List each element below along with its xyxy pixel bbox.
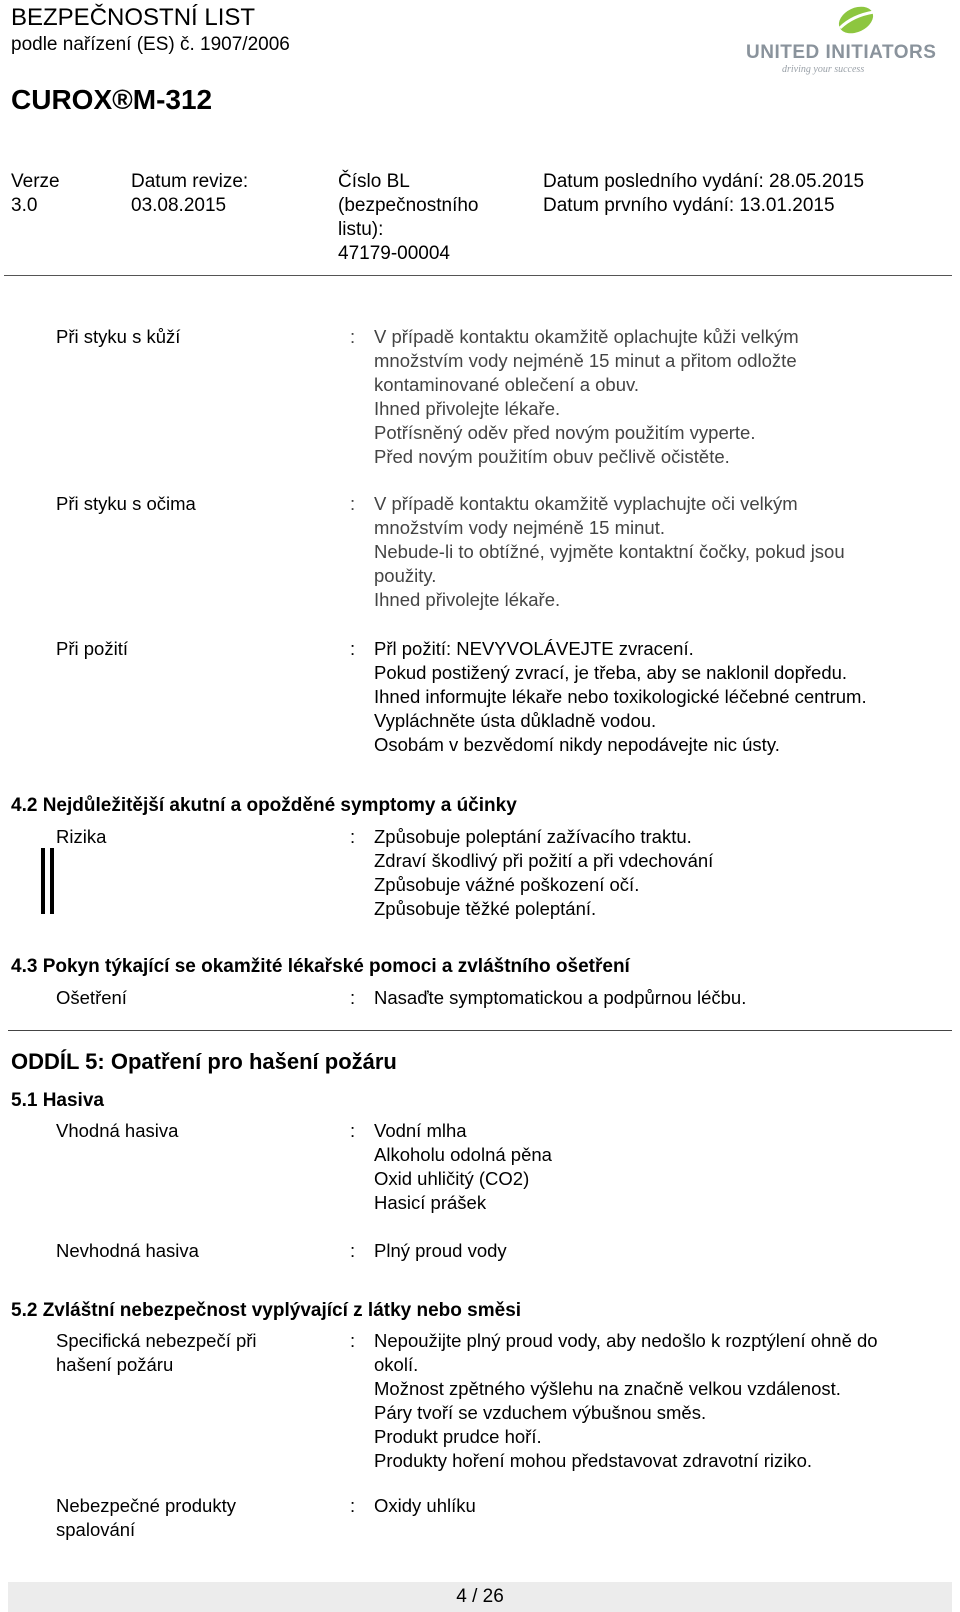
version-label: Verze: [11, 171, 60, 192]
leaf-logo-icon: [826, 6, 886, 42]
issue-dates-block: [543, 170, 864, 218]
section-4-3-heading: 4.3 Pokyn týkající se okamžité lékařské pomoci a zvláštního ošetření: [11, 956, 630, 977]
document-title: BEZPEČNOSTNÍ LIST: [11, 4, 256, 31]
section-5-1-heading: 5.1 Hasiva: [11, 1090, 104, 1111]
ingestion-label: Při požití: [56, 638, 128, 659]
revision-label: Datum revize:: [131, 171, 249, 192]
colon: :: [350, 826, 356, 847]
section-divider: [8, 1030, 952, 1031]
sds-number-label-2: (bezpečnostního: [338, 195, 479, 216]
skin-contact-text: V případě kontaktu okamžitě oplachujte kůži velkým množstvím vody nejméně 15 minut a přitom odložte kontaminované oblečení a obuv. Ihned přivolejte lékaře. Potřísněný oděv před novým použitím vyperte. Před novým použitím obuv pečlivě očistěte.: [374, 326, 799, 467]
sds-number-value: 47179-00004: [338, 243, 450, 264]
combustion-products-label: Nebezpečné produkty spalování: [56, 1495, 236, 1540]
colon: :: [350, 1120, 356, 1141]
specific-hazards-text: Nepoužijte plný proud vody, aby nedošlo k rozptýlení ohně do okolí. Možnost zpětného výšlehu na značně velkou vzdálenost. Páry tvoří se vzduchem výbušnou směs. Produkt prudce hoří. Produkty hoření mohou představovat zdravotní riziko.: [374, 1330, 878, 1471]
section-5-heading: ODDÍL 5: Opatření pro hašení požáru: [11, 1049, 397, 1074]
risks-text: Způsobuje poleptání zažívacího traktu. Zdraví škodlivý při požití a při vdechování Způsobuje vážné poškození očí. Způsobuje těžké poleptání.: [374, 826, 714, 919]
treatment-text: Nasaďte symptomatickou a podpůrnou léčbu.: [374, 987, 747, 1008]
section-5-2-heading: 5.2 Zvláštní nebezpečnost vyplývající z látky nebo směsi: [11, 1300, 522, 1321]
specific-hazards-label: Specifická nebezpečí při hašení požáru: [56, 1330, 257, 1375]
suitable-media-list: Vodní mlha Alkoholu odolná pěna Oxid uhličitý (CO2) Hasicí prášek: [374, 1120, 552, 1213]
combustion-products-text: Oxidy uhlíku: [374, 1495, 476, 1516]
eye-contact-text: V případě kontaktu okamžitě vyplachujte oči velkým množstvím vody nejméně 15 minut. Nebude-li to obtížné, vyjměte kontaktní čočky, pokud jsou použity. Ihned přivolejte lékaře.: [374, 493, 845, 610]
colon: :: [350, 1495, 356, 1516]
sds-number-label-1: Číslo BL: [338, 171, 410, 192]
version-block: [11, 170, 60, 218]
suitable-media-label: Vhodná hasiva: [56, 1120, 179, 1141]
logo-tagline: driving your success: [782, 64, 865, 75]
revision-block: [131, 170, 248, 218]
colon: :: [350, 1240, 356, 1261]
skin-contact-label: Při styku s kůží: [56, 326, 181, 347]
colon: :: [350, 638, 356, 659]
revision-bar-outer: [41, 848, 45, 914]
eye-contact-label: Při styku s očima: [56, 493, 196, 514]
colon: :: [350, 1330, 356, 1351]
colon: :: [350, 987, 356, 1008]
unsuitable-media-text: Plný proud vody: [374, 1240, 507, 1261]
ingestion-text: Přl požití: NEVYVOLÁVEJTE zvracení. Pokud postižený zvrací, je třeba, aby se naklonil dopředu. Ihned informujte lékaře nebo toxikologické léčebné centrum. Vypláchněte ústa důkladně vodou. Osobám v bezvědomí nikdy nepodávejte nic ústy.: [374, 638, 867, 755]
last-issue-date: Datum posledního vydání: 28.05.2015: [543, 171, 865, 192]
section-4-2-heading: 4.2 Nejdůležitější akutní a opožděné symptomy a účinky: [11, 795, 517, 816]
risks-label: Rizika: [56, 826, 107, 847]
header-divider: [4, 275, 952, 276]
colon: :: [350, 326, 356, 347]
product-name: CUROX®M-312: [11, 84, 213, 115]
colon: :: [350, 493, 356, 514]
company-logo: [746, 4, 950, 76]
page-number: 4 / 26: [456, 1586, 504, 1607]
page-footer: [8, 1582, 952, 1612]
sds-number-label-3: listu):: [338, 219, 384, 240]
first-issue-date: Datum prvního vydání: 13.01.2015: [543, 195, 835, 216]
treatment-label: Ošetření: [56, 987, 127, 1008]
revision-bar-inner: [50, 848, 54, 914]
logo-wordmark: UNITED INITIATORS: [746, 42, 937, 63]
unsuitable-media-label: Nevhodná hasiva: [56, 1240, 199, 1261]
document-regulation: podle nařízení (ES) č. 1907/2006: [11, 34, 290, 55]
sds-number-block: [338, 170, 479, 266]
revision-value: 03.08.2015: [131, 195, 227, 216]
version-value: 3.0: [11, 195, 38, 216]
